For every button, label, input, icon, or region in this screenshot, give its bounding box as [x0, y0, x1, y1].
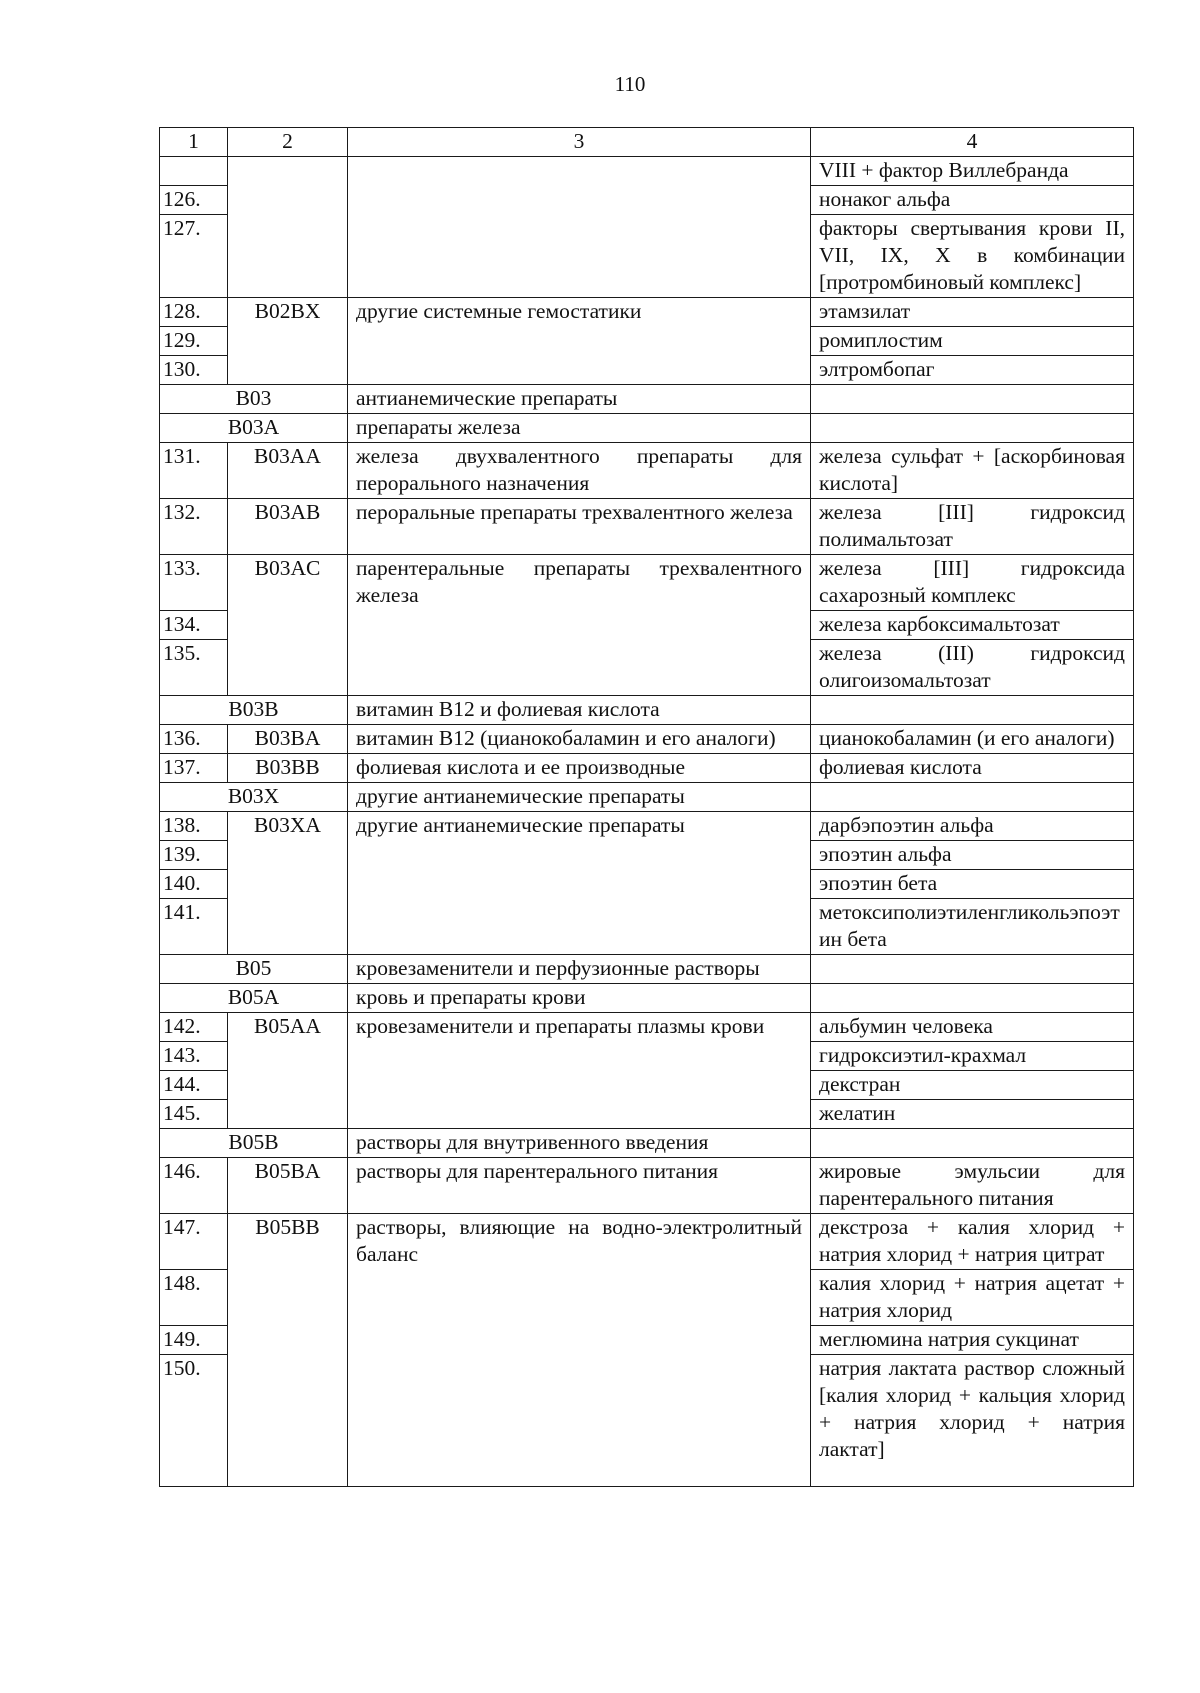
drug-name: ромиплостим	[811, 327, 1134, 356]
row-number: 148.	[160, 1270, 228, 1326]
atc-code: B05BA	[228, 1158, 348, 1214]
row-number: 144.	[160, 1071, 228, 1100]
group-description: кровь и препараты крови	[348, 984, 811, 1013]
atc-code: B05B	[160, 1129, 348, 1158]
group-description: витамин B12 и фолиевая кислота	[348, 696, 811, 725]
group-row	[160, 1129, 1134, 1158]
atc-code: B05	[160, 955, 348, 984]
table-row	[160, 1158, 1134, 1214]
atc-code: B05BB	[228, 1214, 348, 1487]
row-number: 129.	[160, 327, 228, 356]
drug-name: железа [III] гидроксид полимальтозат	[811, 499, 1134, 555]
header-col-3: 3	[348, 128, 811, 157]
drug-name: меглюмина натрия сукцинат	[811, 1326, 1134, 1355]
atc-code: B05A	[160, 984, 348, 1013]
drug-name: железа (III) гидроксид олигоизомальтозат	[811, 640, 1134, 696]
row-number: 137.	[160, 754, 228, 783]
row-number: 136.	[160, 725, 228, 754]
group-description: другие антианемические препараты	[348, 783, 811, 812]
group-row	[160, 696, 1134, 725]
group-row	[160, 783, 1134, 812]
drug-name: эпоэтин бета	[811, 870, 1134, 899]
row-number: 141.	[160, 899, 228, 955]
group-row	[160, 955, 1134, 984]
drug-name: калия хлорид + натрия ацетат + натрия хлорид	[811, 1270, 1134, 1326]
atc-code: B03XA	[228, 812, 348, 955]
table-row	[160, 812, 1134, 841]
group-description: витамин B12 (цианокобаламин и его аналоги)	[348, 725, 811, 754]
drug-name: элтромбопаг	[811, 356, 1134, 385]
table-row	[160, 215, 1134, 298]
table-row	[160, 499, 1134, 555]
table-row	[160, 443, 1134, 499]
header-row	[160, 128, 1134, 157]
row-number: 127.	[160, 215, 228, 298]
group-description: препараты железа	[348, 414, 811, 443]
drug-name: альбумин человека	[811, 1013, 1134, 1042]
atc-code: B05AA	[228, 1013, 348, 1129]
header-col-2: 2	[228, 128, 348, 157]
row-number: 138.	[160, 812, 228, 841]
atc-code: B02BX	[228, 298, 348, 385]
row-number: 134.	[160, 611, 228, 640]
group-description: растворы, влияющие на водно-электролитный баланс	[348, 1214, 811, 1487]
drug-name: VIII + фактор Виллебранда	[811, 157, 1134, 186]
atc-code: B03AA	[228, 443, 348, 499]
table-row	[160, 1013, 1134, 1042]
row-number: 147.	[160, 1214, 228, 1270]
drug-name: цианокобаламин (и его аналоги)	[811, 725, 1134, 754]
header-col-1: 1	[160, 128, 228, 157]
drug-name: декстроза + калия хлорид + натрия хлорид + натрия цитрат	[811, 1214, 1134, 1270]
drug-name: эпоэтин альфа	[811, 841, 1134, 870]
drug-name: нонаког альфа	[811, 186, 1134, 215]
drug-name: железа [III] гидроксида сахарозный комплекс	[811, 555, 1134, 611]
group-row	[160, 414, 1134, 443]
atc-code: B03BB	[228, 754, 348, 783]
row-number: 128.	[160, 298, 228, 327]
drug-name: факторы свертывания крови II, VII, IX, X в комбинации [протромбиновый комплекс]	[811, 215, 1134, 298]
medication-table	[159, 127, 1134, 1487]
atc-code: B03A	[160, 414, 348, 443]
drug-name: натрия лактата раствор сложный [калия хлорид + кальция хлорид + натрия хлорид + натрия лактат]	[811, 1355, 1134, 1487]
drug-name: гидроксиэтил-крахмал	[811, 1042, 1134, 1071]
group-description: кровезаменители и препараты плазмы крови	[348, 1013, 811, 1129]
row-number: 150.	[160, 1355, 228, 1487]
group-description: пероральные препараты трехвалентного железа	[348, 499, 811, 555]
atc-code: B03AB	[228, 499, 348, 555]
group-description: парентеральные препараты трехвалентного железа	[348, 555, 811, 696]
drug-name: жировые эмульсии для парентерального питания	[811, 1158, 1134, 1214]
atc-code: B03	[160, 385, 348, 414]
group-description: другие антианемические препараты	[348, 812, 811, 955]
table-row	[160, 1214, 1134, 1270]
drug-name: фолиевая кислота	[811, 754, 1134, 783]
row-number: 130.	[160, 356, 228, 385]
atc-code: B03B	[160, 696, 348, 725]
group-row	[160, 984, 1134, 1013]
row-number: 143.	[160, 1042, 228, 1071]
drug-name: декстран	[811, 1071, 1134, 1100]
table-row	[160, 298, 1134, 327]
drug-name: этамзилат	[811, 298, 1134, 327]
drug-name: желатин	[811, 1100, 1134, 1129]
table-row	[160, 186, 1134, 215]
row-number: 146.	[160, 1158, 228, 1214]
row-number: 142.	[160, 1013, 228, 1042]
group-description: другие системные гемостатики	[348, 298, 811, 385]
row-number: 139.	[160, 841, 228, 870]
group-description: железа двухвалентного препараты для перорального назначения	[348, 443, 811, 499]
row-number: 149.	[160, 1326, 228, 1355]
group-description: растворы для внутривенного введения	[348, 1129, 811, 1158]
row-number: 132.	[160, 499, 228, 555]
table-row	[160, 754, 1134, 783]
header-col-4: 4	[811, 128, 1134, 157]
row-number: 126.	[160, 186, 228, 215]
group-description: растворы для парентерального питания	[348, 1158, 811, 1214]
drug-name: железа карбоксимальтозат	[811, 611, 1134, 640]
table-row	[160, 555, 1134, 611]
row-number: 145.	[160, 1100, 228, 1129]
group-description: антианемические препараты	[348, 385, 811, 414]
drug-name: метоксиполиэтиленгликольэпоэтин бета	[811, 899, 1134, 955]
group-description: фолиевая кислота и ее производные	[348, 754, 811, 783]
table-row	[160, 725, 1134, 754]
atc-code: B03AC	[228, 555, 348, 696]
row-number: 140.	[160, 870, 228, 899]
group-description: кровезаменители и перфузионные растворы	[348, 955, 811, 984]
group-row	[160, 385, 1134, 414]
row-number: 133.	[160, 555, 228, 611]
row-number: 131.	[160, 443, 228, 499]
table-row	[160, 157, 1134, 186]
row-number: 135.	[160, 640, 228, 696]
atc-code: B03X	[160, 783, 348, 812]
page-number: 110	[614, 72, 646, 96]
drug-name: дарбэпоэтин альфа	[811, 812, 1134, 841]
atc-code: B03BA	[228, 725, 348, 754]
drug-name: железа сульфат + [аскорбиновая кислота]	[811, 443, 1134, 499]
